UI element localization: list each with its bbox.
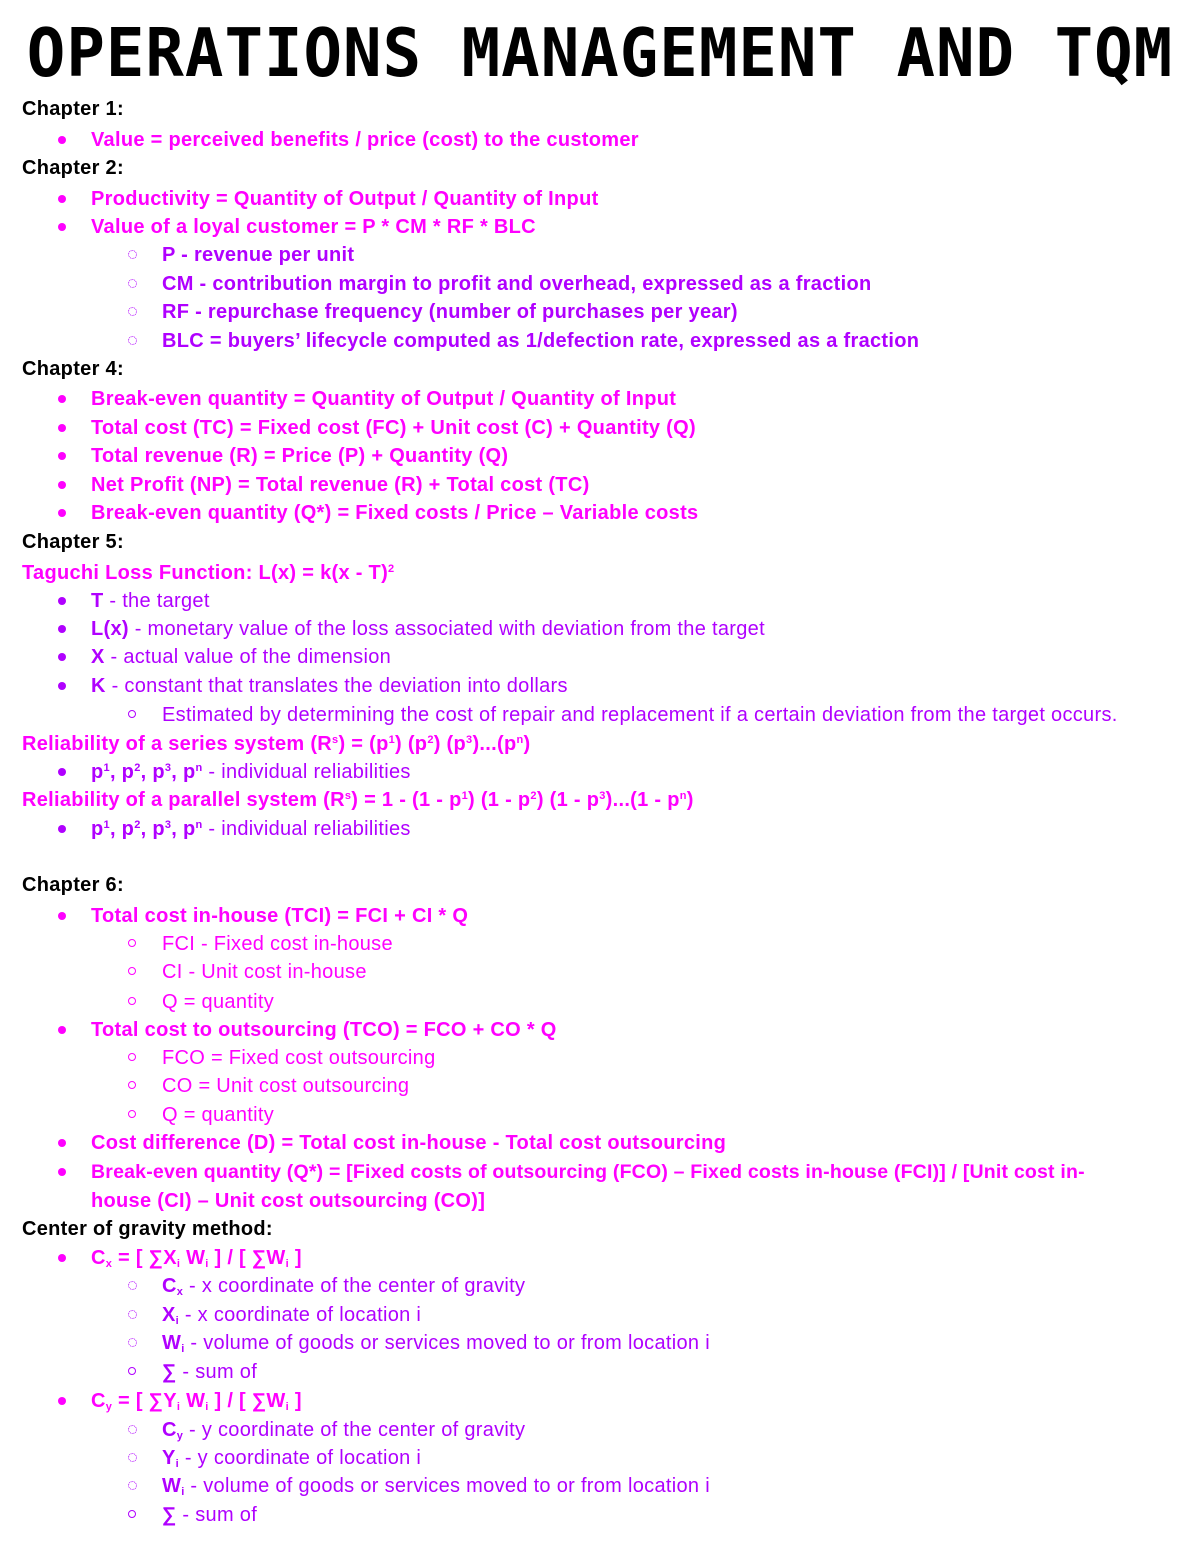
dotted-circle-icon — [128, 1281, 137, 1290]
bullet-icon — [58, 395, 66, 403]
hollow-circle-icon — [128, 1367, 136, 1375]
bullet-icon — [58, 597, 66, 605]
bullet-icon — [58, 136, 66, 144]
bullet-icon — [58, 1139, 66, 1147]
hollow-circle-icon — [128, 939, 136, 947]
hollow-circle-icon — [128, 967, 136, 975]
dotted-circle-icon — [128, 250, 137, 259]
bullet-icon — [58, 481, 66, 489]
hollow-circle-icon — [128, 997, 136, 1005]
bullet-icon — [58, 768, 66, 776]
dotted-circle-icon — [128, 1481, 137, 1490]
dotted-circle-icon — [128, 1425, 137, 1434]
bullet-icon — [58, 682, 66, 690]
dotted-circle-icon — [128, 279, 137, 288]
bullet-icon — [58, 625, 66, 633]
bullet-icon — [58, 195, 66, 203]
bullet-icon — [58, 912, 66, 920]
bullet-icon — [58, 1168, 66, 1176]
hollow-circle-icon — [128, 1081, 136, 1089]
bullet-icon — [58, 223, 66, 231]
bullet-icon — [58, 424, 66, 432]
hollow-circle-icon — [128, 1510, 136, 1518]
bullet-icon — [58, 653, 66, 661]
bullet-icon — [58, 1397, 66, 1405]
bullet-icon — [58, 1254, 66, 1262]
hollow-circle-icon — [128, 1053, 136, 1061]
hollow-circle-icon — [128, 1110, 136, 1118]
dotted-circle-icon — [128, 1338, 137, 1347]
dotted-circle-icon — [128, 307, 137, 316]
document-title: OPERATIONS MANAGEMENT AND TQM — [26, 15, 1174, 93]
bullet-icon — [58, 1026, 66, 1034]
hollow-circle-icon — [128, 710, 136, 718]
dotted-circle-icon — [128, 1310, 137, 1319]
bullet-icon — [58, 452, 66, 460]
bullet-icon — [58, 509, 66, 517]
dotted-circle-icon — [128, 336, 137, 345]
bullet-icon — [58, 825, 66, 833]
dotted-circle-icon — [128, 1453, 137, 1462]
